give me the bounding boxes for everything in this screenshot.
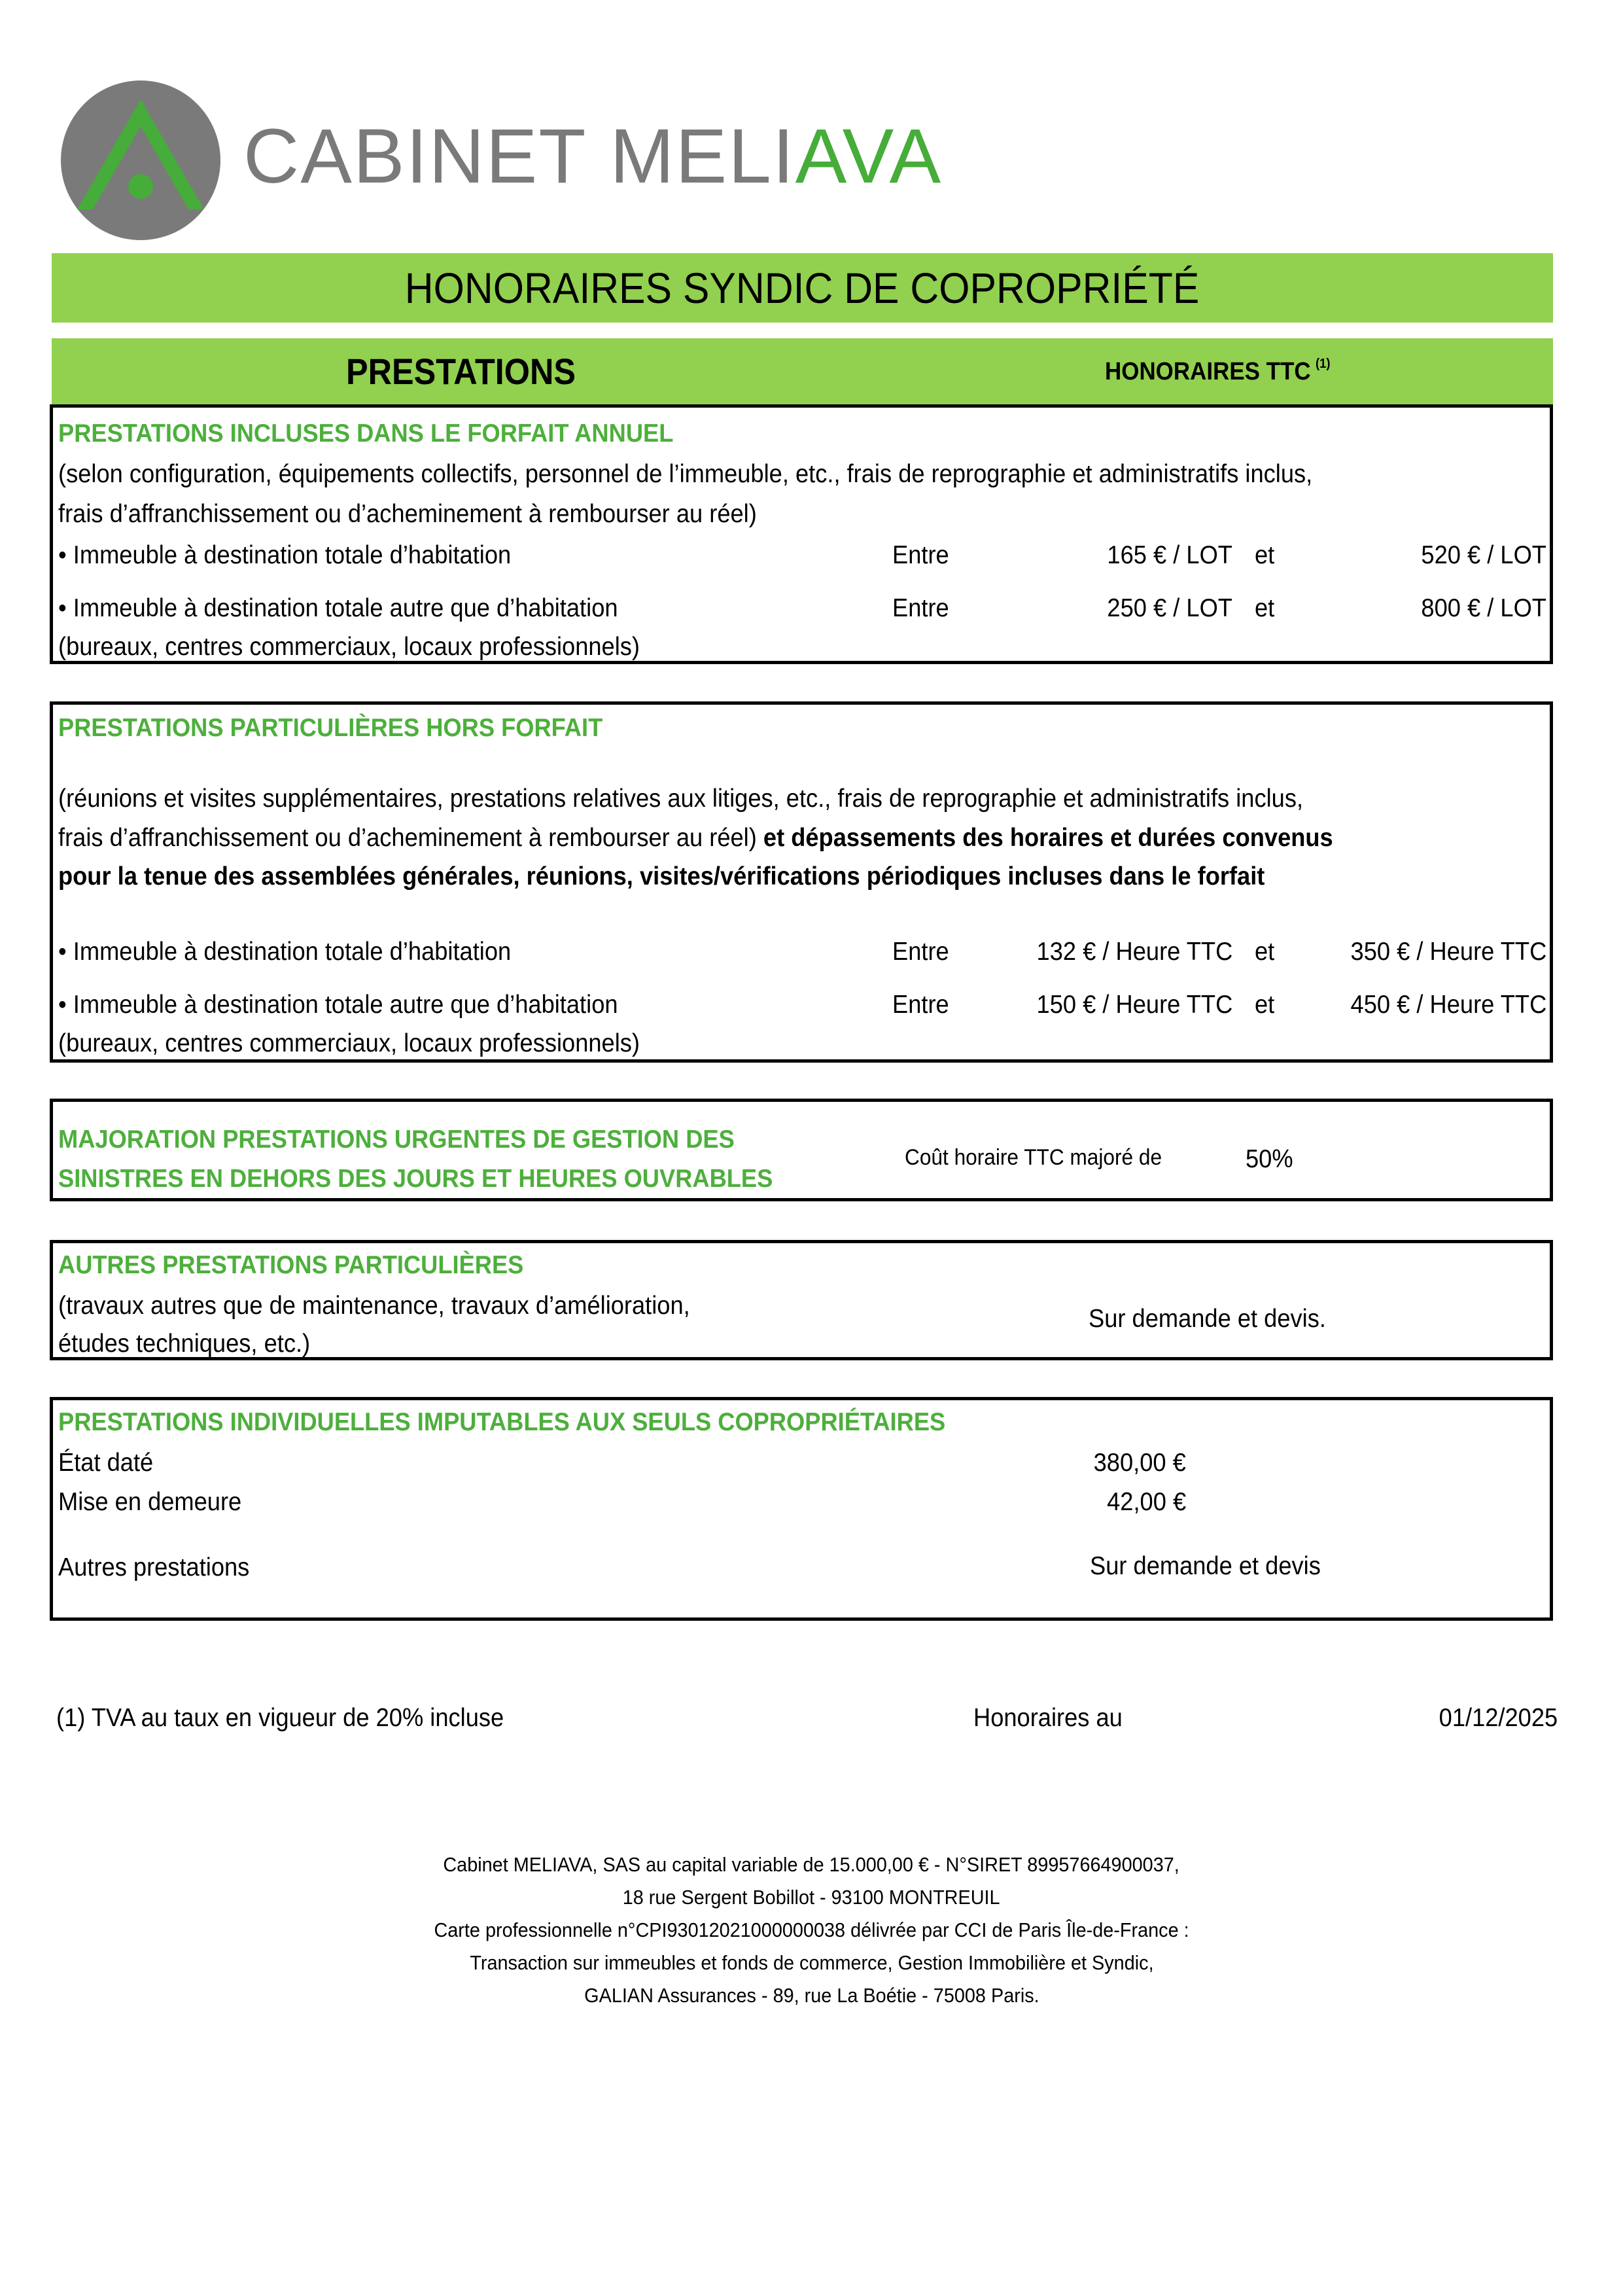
section-heading: PRESTATIONS INDIVIDUELLES IMPUTABLES AUX SEULS COPROPRIÉTAIRES [58,1408,946,1436]
row-min-value: 165 € / LOT [1107,541,1232,569]
row-max-value: 520 € / LOT [1421,541,1546,569]
row-max-value: 450 € / Heure TTC [1350,991,1546,1019]
section-description [58,825,1333,851]
footer-text: Transaction sur immeubles et fonds de commerce, Gestion Immobilière et Syndic, [469,1951,1154,1974]
section-hors-forfait [50,701,1553,1063]
section-description-bold: pour la tenue des assemblées générales, réunions, visites/vérifications périodiques incluses dans le forfait [58,862,1265,891]
footer-text: Carte professionnelle n°CPI93012021000000038 délivrée par CCI de Paris Île-de-France : [434,1918,1189,1941]
autres-value: Sur demande et devis. [1089,1305,1326,1333]
row-min-value: 150 € / Heure TTC [1036,991,1232,1019]
section-description: (réunions et visites supplémentaires, prestations relatives aux litiges, etc., frais de reprographie et administratifs inclus, [58,785,1304,813]
row-label: État daté [58,1449,154,1477]
section-autres-prestations [50,1240,1553,1360]
page-title-bar [52,253,1553,323]
row-min-value: 132 € / Heure TTC [1036,938,1232,966]
row-value: Sur demande et devis [1090,1552,1321,1580]
section-heading: AUTRES PRESTATIONS PARTICULIÈRES [58,1251,524,1279]
section-heading: SINISTRES EN DEHORS DES JOURS ET HEURES OUVRABLES [58,1165,773,1193]
row-between: Entre [892,594,949,622]
date-label: Honoraires au [973,1704,1123,1732]
footer-line [0,1920,1623,1940]
brand-word-cabinet: CABINET [243,113,587,200]
row-label: Mise en demeure [58,1488,242,1516]
footer-line [0,1887,1623,1907]
row-and: et [1255,938,1275,966]
row-sublabel: (bureaux, centres commerciaux, locaux professionnels) [58,633,640,661]
brand-word-meli: MELI [610,113,795,200]
description-normal: frais d’affranchissement ou d’acheminement à rembourser au réel) [58,824,757,852]
row-min-value: 250 € / LOT [1107,594,1232,622]
column-header-honoraires [1105,357,1330,386]
section-prestations-individuelles [50,1397,1553,1621]
footnote-marker: (1) [1316,357,1331,371]
row-label: • Immeuble à destination totale d’habitation [58,541,512,569]
footer-line [0,1854,1623,1875]
row-sublabel: (bureaux, centres commerciaux, locaux professionnels) [58,1029,640,1057]
row-max-value: 800 € / LOT [1421,594,1546,622]
row-label: • Immeuble à destination totale d’habitation [58,938,512,966]
row-max-value: 350 € / Heure TTC [1350,938,1546,966]
footer-line [0,1952,1623,1973]
brand-name [243,113,943,200]
row-label: • Immeuble à destination totale autre que d’habitation [58,594,618,622]
brand-word-ava: AVA [795,113,943,200]
majoration-value: 50% [1246,1145,1293,1173]
date-value: 01/12/2025 [1439,1704,1558,1732]
section-heading: PRESTATIONS PARTICULIÈRES HORS FORFAIT [58,714,603,742]
column-header-prestations: PRESTATIONS [346,351,576,392]
row-value: 42,00 € [1106,1488,1186,1516]
row-value: 380,00 € [1093,1449,1186,1477]
section-description: études techniques, etc.) [58,1330,311,1358]
column-header-bar [52,338,1553,404]
row-and: et [1255,541,1275,569]
footer-text: Cabinet MELIAVA, SAS au capital variable de 15.000,00 € - N°SIRET 89957664900037, [443,1853,1180,1876]
row-between: Entre [892,938,949,966]
company-logo-icon [61,80,220,240]
section-forfait-annuel [50,404,1553,664]
footer-text: 18 rue Sergent Bobillot - 93100 MONTREUIL [623,1886,1000,1909]
row-label: • Immeuble à destination totale autre que d’habitation [58,991,618,1019]
description-bold: et dépassements des horaires et durées convenus [756,824,1333,852]
page-title: HONORAIRES SYNDIC DE COPROPRIÉTÉ [405,264,1200,312]
section-description: (travaux autres que de maintenance, travaux d’amélioration, [58,1292,690,1320]
section-heading: PRESTATIONS INCLUSES DANS LE FORFAIT ANNUEL [58,419,674,448]
row-and: et [1255,991,1275,1019]
majoration-label: Coût horaire TTC majoré de [905,1145,1162,1170]
tva-footnote: (1) TVA au taux en vigueur de 20% incluse [56,1704,504,1732]
row-label: Autres prestations [58,1553,250,1581]
section-heading: MAJORATION PRESTATIONS URGENTES DE GESTION DES [58,1125,735,1154]
section-description: (selon configuration, équipements collectifs, personnel de l’immeuble, etc., frais de reprographie et administratifs inclus, [58,460,1313,488]
row-between: Entre [892,541,949,569]
footer-line [0,1985,1623,2005]
row-between: Entre [892,991,949,1019]
section-majoration [50,1099,1553,1201]
row-and: et [1255,594,1275,622]
footer-text: GALIAN Assurances - 89, rue La Boétie - 75008 Paris. [584,1984,1039,2007]
section-description: frais d’affranchissement ou d’acheminement à rembourser au réel) [58,500,757,528]
column-header-honoraires-label: HONORAIRES TTC [1105,358,1311,385]
